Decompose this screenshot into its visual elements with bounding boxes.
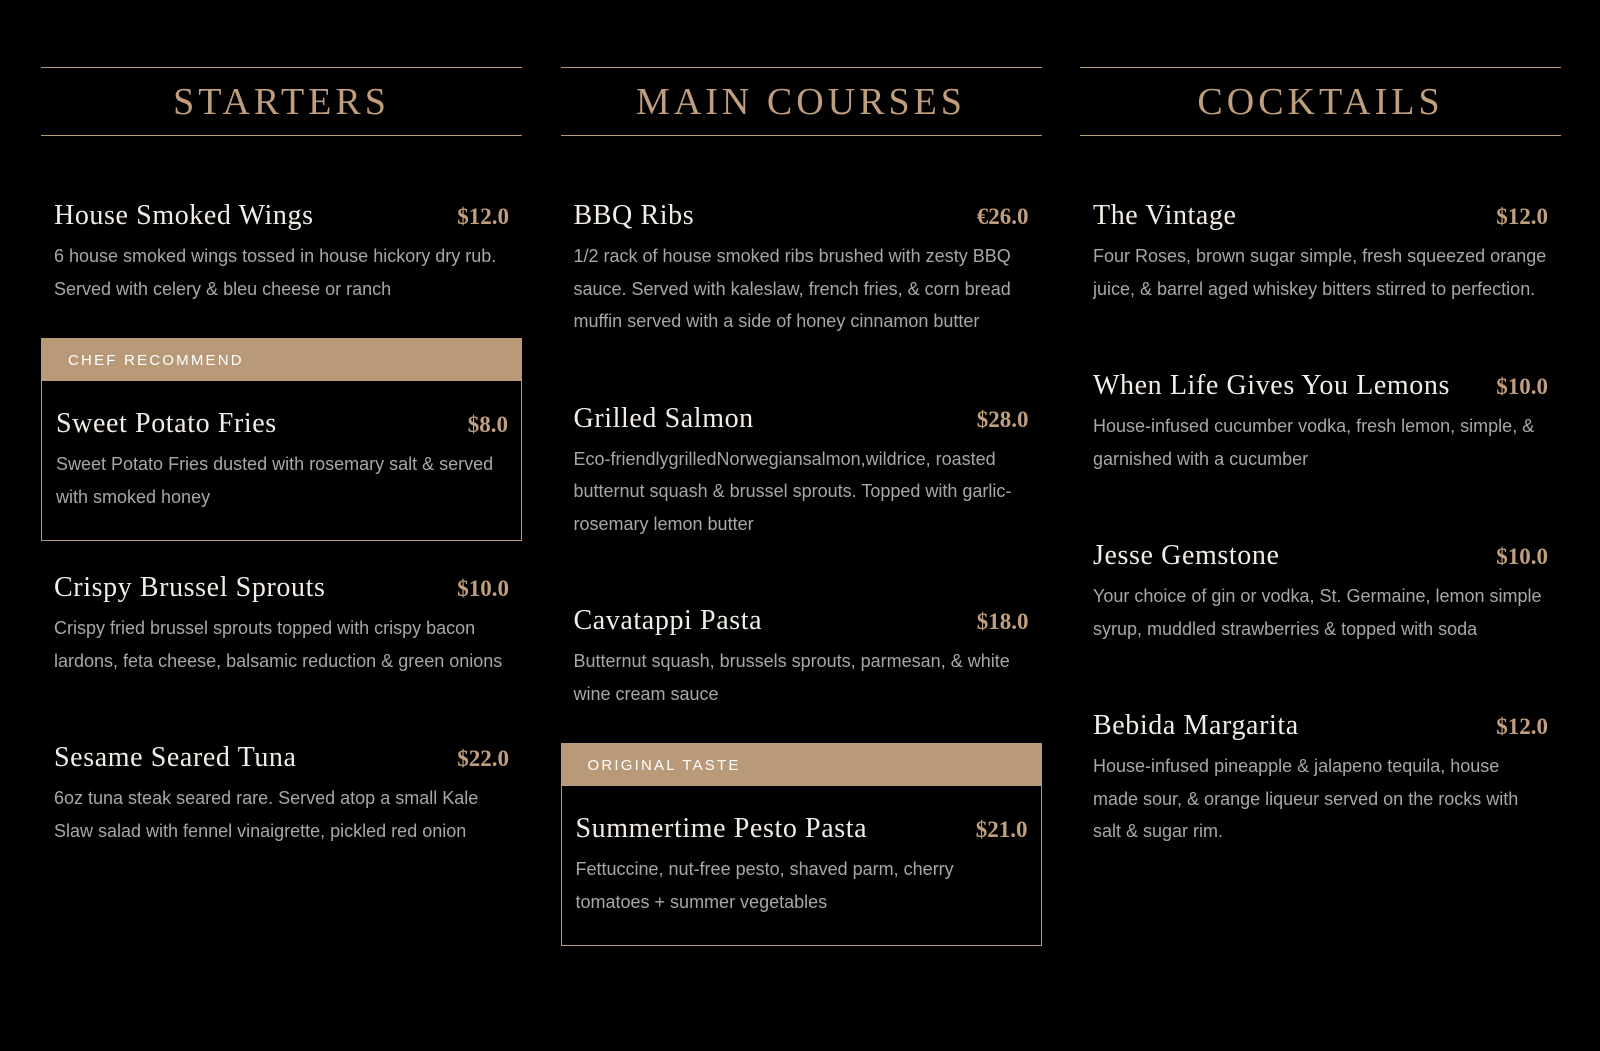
item-description: Your choice of gin or vodka, St. Germaine, lemon simple syrup, muddled strawberries & topped with soda: [1093, 586, 1542, 639]
item-price: $12.0: [1496, 714, 1548, 739]
item-price: $10.0: [1496, 374, 1548, 399]
item-price: €26.0: [976, 204, 1029, 229]
item-name: BBQ Ribs: [573, 200, 695, 231]
menu-item: [1080, 710, 1561, 848]
menu-item: [562, 786, 1041, 945]
item-description: Sweet Potato Fries dusted with rosemary salt & served with smoked honey: [56, 454, 494, 507]
item-name: Sweet Potato Fries: [56, 408, 277, 439]
menu: [41, 67, 1561, 977]
menu-item: [41, 572, 522, 677]
section-title: COCKTAILS: [1197, 80, 1444, 123]
item-name: Crispy Brussel Sprouts: [54, 572, 326, 603]
column-starters: [41, 67, 522, 977]
item-description: House-infused pineapple & jalapeno tequila, house made sour, & orange liqueur served on the rocks with salt & sugar rim.: [1093, 756, 1519, 841]
menu-item: [561, 605, 1042, 710]
item-price: $12.0: [457, 204, 509, 229]
item-description: Eco-friendlygrilledNorwegiansalmon,wildrice, roasted butternut squash & brussel sprouts. Topped with garlic-rosemary lemon butter: [573, 448, 1012, 534]
item-price: $12.0: [1496, 204, 1548, 229]
item-description: House-infused cucumber vodka, fresh lemon, simple, & garnished with a cucumber: [1093, 416, 1535, 469]
item-name: The Vintage: [1093, 200, 1237, 231]
column-main-courses: [561, 67, 1042, 977]
item-description: Fettuccine, nut-free pesto, shaved parm, cherry tomatoes + summer vegetables: [575, 859, 954, 912]
item-price: $18.0: [976, 609, 1029, 634]
menu-item: [1080, 370, 1561, 475]
item-description: Crispy fried brussel sprouts topped with crispy bacon lardons, feta cheese, balsamic reduction & green onions: [54, 618, 503, 671]
section-title: STARTERS: [173, 80, 390, 123]
section-header: [561, 67, 1042, 136]
item-description: 6 house smoked wings tossed in house hickory dry rub. Served with celery & bleu cheese or ranch: [54, 246, 497, 299]
item-name: Summertime Pesto Pasta: [575, 813, 868, 844]
section-header: [41, 67, 522, 136]
menu-item: [41, 200, 522, 305]
column-cocktails: [1080, 67, 1561, 977]
item-name: Jesse Gemstone: [1093, 540, 1280, 571]
item-name: Sesame Seared Tuna: [54, 742, 297, 773]
featured-item-box: [41, 338, 522, 541]
item-description: Four Roses, brown sugar simple, fresh squeezed orange juice, & barrel aged whiskey bitters stirred to perfection.: [1093, 246, 1547, 299]
featured-item-box: [561, 743, 1042, 946]
item-price: $21.0: [975, 817, 1028, 842]
item-name: House Smoked Wings: [54, 200, 314, 231]
item-price: $22.0: [457, 746, 509, 771]
item-description: 6oz tuna steak seared rare. Served atop a small Kale Slaw salad with fennel vinaigrette, pickled red onion: [54, 788, 479, 841]
item-name: Bebida Margarita: [1093, 710, 1299, 741]
menu-item: [41, 742, 522, 847]
item-price: $28.0: [976, 406, 1029, 432]
featured-tag: CHEF RECOMMEND: [42, 339, 521, 381]
item-description: Butternut squash, brussels sprouts, parmesan, & white wine cream sauce: [573, 651, 1010, 704]
item-price: $10.0: [1496, 544, 1548, 569]
item-price: $8.0: [467, 412, 508, 437]
item-name: Cavatappi Pasta: [573, 605, 763, 636]
section-header: [1080, 67, 1561, 136]
menu-item: [561, 403, 1042, 541]
menu-item: [42, 381, 521, 540]
menu-item: [561, 200, 1042, 338]
menu-item: [1080, 540, 1561, 645]
menu-item: [1080, 200, 1561, 305]
item-price: $10.0: [457, 576, 509, 601]
section-title: MAIN COURSES: [636, 80, 966, 123]
item-description: 1/2 rack of house smoked ribs brushed with zesty BBQ sauce. Served with kaleslaw, french fries, & corn bread muffin served with a side of honey cinnamon butter: [573, 246, 1011, 331]
item-name: Grilled Salmon: [573, 402, 754, 434]
item-name: When Life Gives You Lemons: [1093, 370, 1451, 401]
featured-tag: ORIGINAL TASTE: [562, 744, 1041, 786]
